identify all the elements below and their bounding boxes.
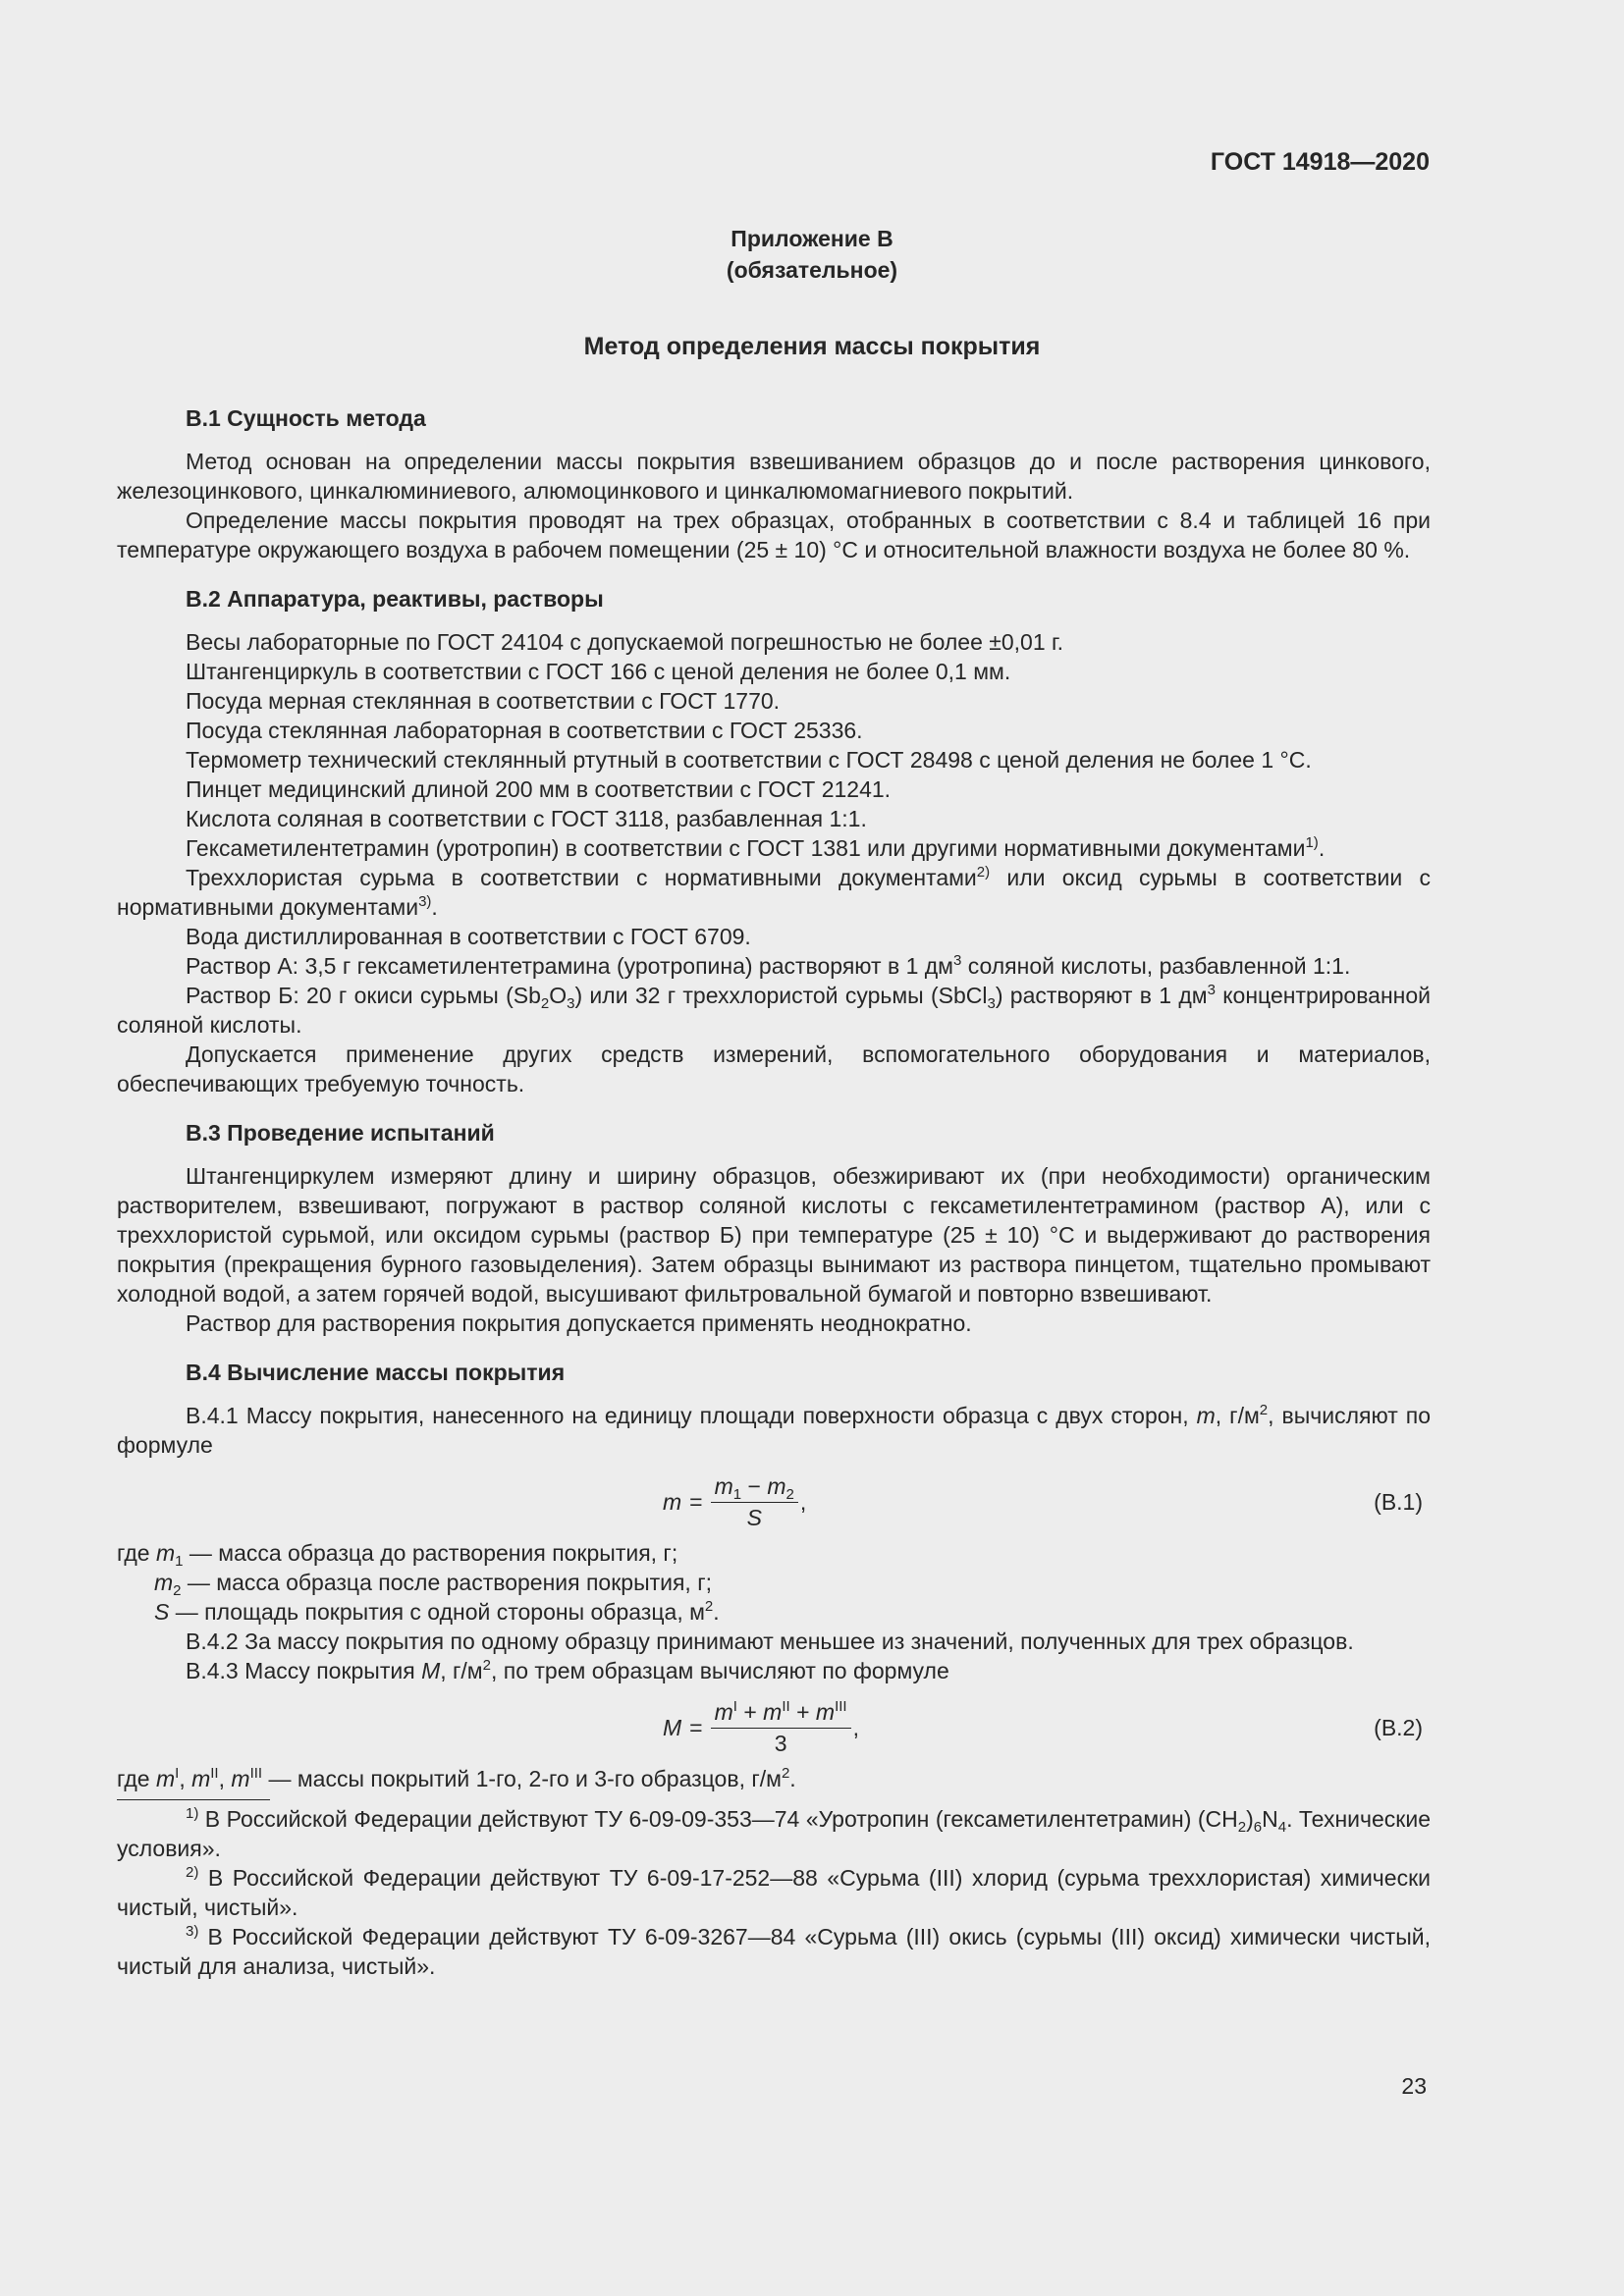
footnote: $^{1)}$ В Российской Федерации действуют ТУ 6-09-09-353—74 «Уротропин (гексаметилентетрамин) $(CH_2)_6N_4$. Технические условия».	[117, 1805, 1431, 1861]
document-body	[117, 403, 1431, 1981]
list-item: Раствор А: 3,5 г гексаметилентетрамина (уротропина) растворяют в 1 $дм^3$ соляной кислоты, разбавленной 1:1.	[186, 952, 1351, 979]
paragraph: Метод основан на определении массы покрытия взвешиванием образцов до и после растворения цинкового, железоцинкового, цинкалюминиевого, алюмоцинкового и цинкалюмомагниевого покрытий.	[117, 449, 1431, 504]
list-item: Пинцет медицинский длиной 200 мм в соответствии с ГОСТ 21241.	[186, 776, 892, 802]
standard-number: ГОСТ 14918—2020	[1210, 148, 1430, 176]
formula-number: (В.1)	[1374, 1489, 1423, 1515]
fraction: $\frac{m_1 - m_2}{S}$	[711, 1472, 798, 1532]
paragraph: Раствор для растворения покрытия допускается применять неоднократно.	[186, 1310, 972, 1336]
footnote-ref: 1)	[1305, 834, 1319, 851]
paragraph: Определение массы покрытия проводят на трех образцах, отобранных в соответствии с 8.4 и таблицей 16 при температуре окружающего воздуха в рабочем помещении (25 ± 10) °С и относительной влажности воздуха не более 80 %.	[117, 507, 1431, 562]
list-item: Гексаметилентетрамин (уротропин) в соответствии с ГОСТ 1381 или другими нормативными документами$^{1)}$.	[186, 834, 1326, 861]
variable-definition: $m_2$ — масса образца после растворения покрытия, г;	[154, 1570, 712, 1599]
formula-b2: M = $\frac{m^I + m^{II} + m^{III}}{3}$ , (В.2)	[663, 1697, 1423, 1756]
list-item: Термометр технический стеклянный ртутный в соответствии с ГОСТ 28498 с ценой деления не более 1 °С.	[186, 747, 1312, 773]
variable-definition: где $m_1$ — масса образца до растворения покрытия, г;	[117, 1540, 678, 1570]
formula-number: (В.2)	[1374, 1715, 1423, 1740]
list-item: Раствор Б: 20 г окиси сурьмы $(Sb_2O_3)$ или 32 г треххлористой сурьмы (SbCl$_3$) растворяют в 1 $дм^3$ концентрированной соляной кислоты.	[117, 982, 1431, 1038]
paragraph: Допускается применение других средств измерений, вспомогательного оборудования и материалов, обеспечивающих требуемую точность.	[117, 1041, 1431, 1096]
list-item: Кислота соляная в соответствии с ГОСТ 3118, разбавленная 1:1.	[186, 806, 867, 831]
list-item: Посуда мерная стеклянная в соответствии с ГОСТ 1770.	[186, 688, 781, 714]
annex-title: Приложение В	[731, 226, 893, 251]
fraction: $\frac{m^I + m^{II} + m^{III}}{3}$	[711, 1698, 851, 1758]
variable-definition: S — площадь покрытия с одной стороны образца, $м^2$.	[154, 1598, 720, 1625]
footnote: $^{3)}$ В Российской Федерации действуют ТУ 6-09-3267—84 «Сурьма (III) окись (сурьмы (III) оксид) химически чистый, чистый для анализа, чистый».	[117, 1923, 1431, 1979]
footnote-ref: 2)	[976, 864, 991, 881]
list-item: Посуда стеклянная лабораторная в соответствии с ГОСТ 25336.	[186, 718, 863, 743]
page-number: 23	[1401, 2073, 1427, 2099]
paragraph: В.4.1 Массу покрытия, нанесенного на единицу площади поверхности образца с двух сторон, m, $г/м^2$, вычисляют по формуле	[117, 1402, 1431, 1458]
variable-definition: где $m^I$, $m^{II}$, $m^{III}$ — массы покрытий 1-го, 2-го и 3-го образцов, $г/м^2$.	[117, 1765, 796, 1791]
paragraph: Штангенциркулем измеряют длину и ширину образцов, обезжиривают их (при необходимости) органическим растворителем, взвешивают, погружают в раствор соляной кислоты с гексаметилентетрамином (раствор А), или с треххлористой сурьмой, или оксидом сурьмы (раствор Б) при температуре (25 ± 10) °С и выдерживают до растворения покрытия (прекращения бурного газовыделения). Затем образцы вынимают из раствора пинцетом, тщательно промывают холодной водой, а затем горячей водой, высушивают фильтровальной бумагой и повторно взвешивают.	[117, 1163, 1431, 1307]
annex-status: (обязательное)	[726, 257, 898, 283]
paragraph: В.4.3 Массу покрытия M, $г/м^2$, по трем образцам вычисляют по формуле	[186, 1657, 949, 1683]
annex-heading: Метод определения массы покрытия	[583, 333, 1041, 360]
section-heading-b1: В.1 Сущность метода	[186, 405, 426, 431]
section-heading-b3: В.3 Проведение испытаний	[186, 1120, 495, 1146]
list-item: Треххлористая сурьма в соответствии с нормативными документами$^{2)}$ или оксид сурьмы в соответствии с нормативными документами$^{3)}$.	[117, 864, 1431, 920]
footnote-separator	[117, 1799, 270, 1800]
list-item: Штангенциркуль в соответствии с ГОСТ 166 с ценой деления не более 0,1 мм.	[186, 659, 1011, 684]
section-heading-b2: В.2 Аппаратура, реактивы, растворы	[186, 586, 604, 612]
paragraph: В.4.2 За массу покрытия по одному образцу принимают меньшее из значений, полученных для трех образцов.	[186, 1629, 1354, 1654]
section-heading-b4: В.4 Вычисление массы покрытия	[186, 1360, 566, 1385]
formula-b1: m = $\frac{m_1 - m_2}{S}$ , (В.1)	[663, 1472, 1423, 1530]
footnote: $^{2)}$ В Российской Федерации действуют ТУ 6-09-17-252—88 «Сурьма (III) хлорид (сурьма треххлористая) химически чистый, чистый».	[117, 1864, 1431, 1920]
list-item: Вода дистиллированная в соответствии с ГОСТ 6709.	[186, 924, 751, 949]
footnote-ref: 3)	[418, 893, 432, 910]
list-item: Весы лабораторные по ГОСТ 24104 с допускаемой погрешностью не более ±0,01 г.	[186, 629, 1064, 655]
